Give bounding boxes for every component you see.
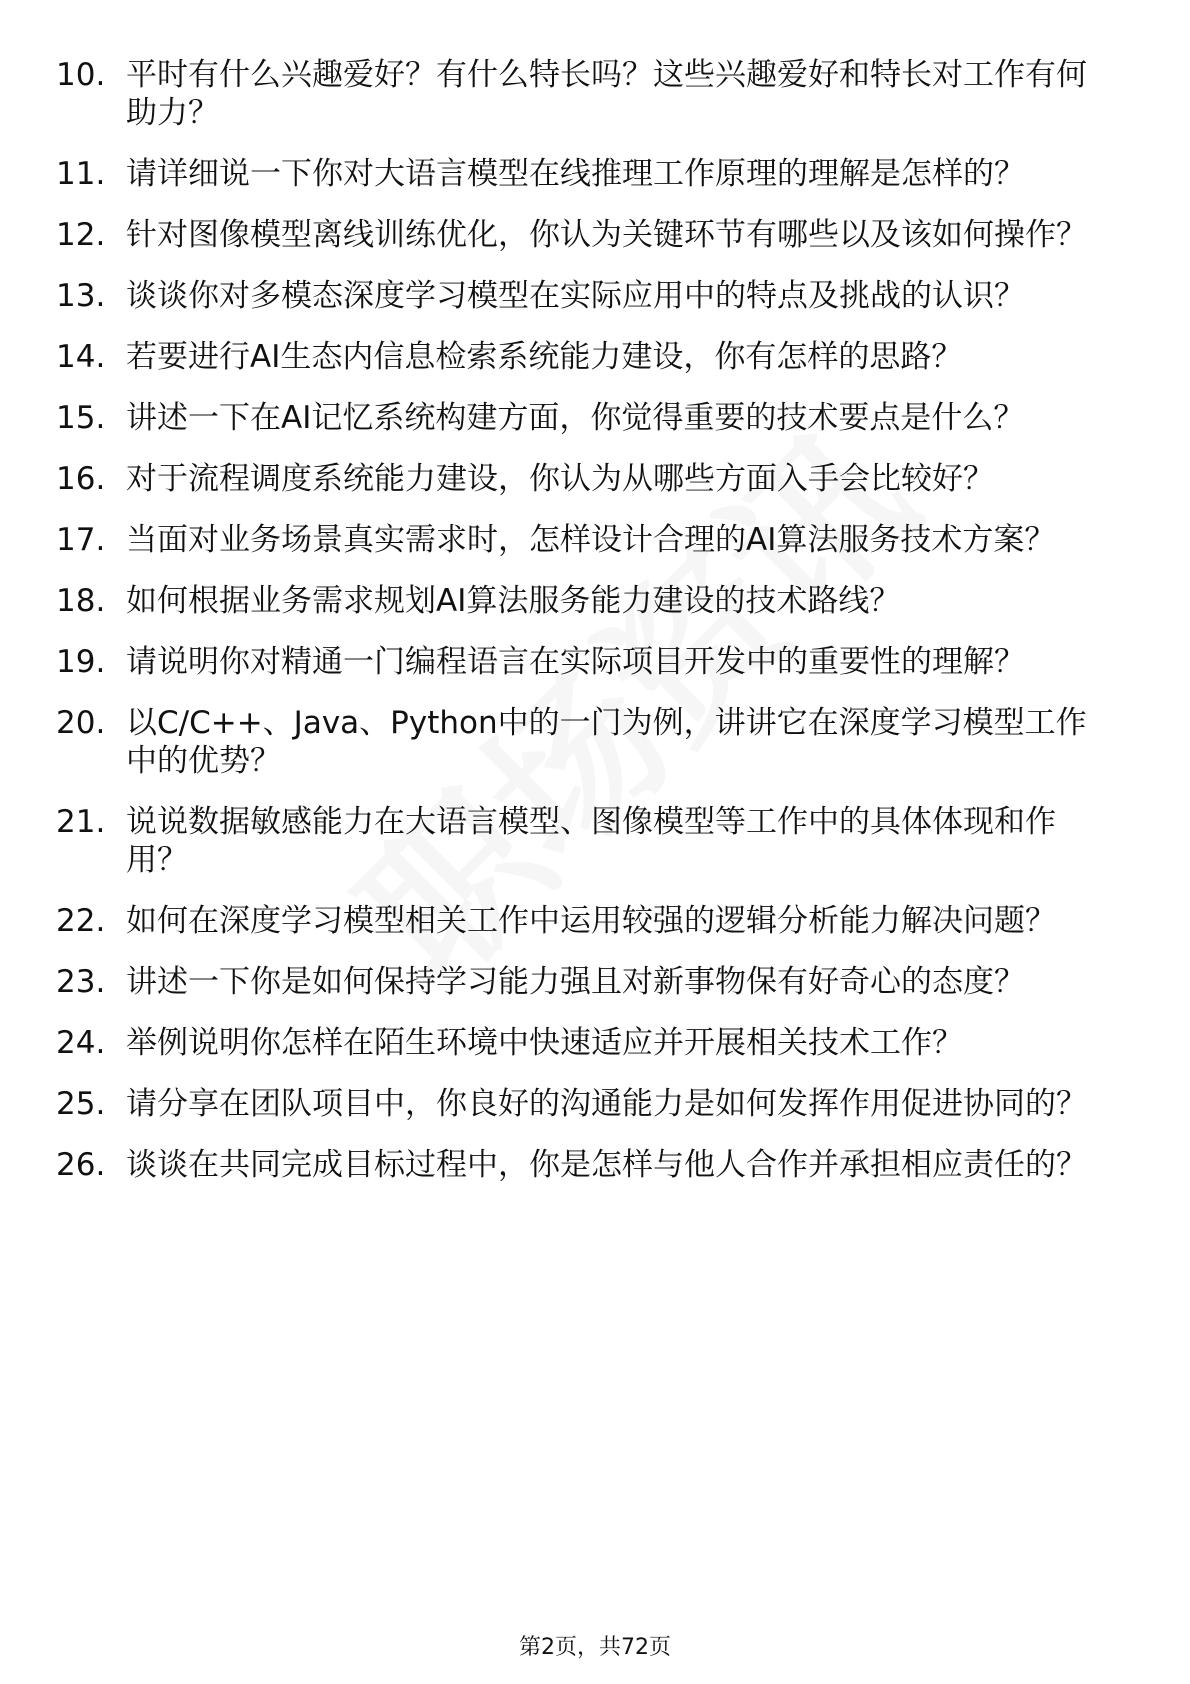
list-item	[56, 963, 1116, 1001]
question-text: 请分享在团队项目中，你良好的沟通能力是如何发挥作用促进协同的？	[126, 1086, 1087, 1122]
list-item	[56, 1024, 1116, 1062]
list-item	[56, 1146, 1116, 1184]
question-number: 16.	[56, 461, 106, 497]
list-item	[56, 399, 1116, 437]
question-text: 若要进行AI生态内信息检索系统能力建设，你有怎样的思路？	[126, 339, 963, 375]
list-item	[56, 704, 1116, 780]
list-item	[56, 338, 1116, 376]
question-text: 请详细说一下你对大语言模型在线推理工作原理的理解是怎样的？	[126, 156, 1025, 192]
question-number: 11.	[56, 156, 106, 192]
question-number: 18.	[56, 583, 106, 619]
question-text: 讲述一下你是如何保持学习能力强且对新事物保有好奇心的态度？	[126, 964, 1025, 1000]
question-number: 17.	[56, 522, 106, 558]
question-number: 13.	[56, 278, 106, 314]
question-number: 19.	[56, 644, 106, 680]
question-number: 26.	[56, 1147, 106, 1183]
list-item	[56, 56, 1116, 132]
page-footer: 第2页，共72页	[519, 1635, 671, 1660]
question-text: 请说明你对精通一门编程语言在实际项目开发中的重要性的理解？	[126, 644, 1025, 680]
question-number: 20.	[56, 705, 106, 741]
question-text: 如何根据业务需求规划AI算法服务能力建设的技术路线？	[126, 583, 901, 619]
question-text: 举例说明你怎样在陌生环境中快速适应并开展相关技术工作？	[126, 1025, 963, 1061]
list-item	[56, 521, 1116, 559]
question-text: 讲述一下在AI记忆系统构建方面，你觉得重要的技术要点是什么？	[126, 400, 1025, 436]
question-text: 谈谈在共同完成目标过程中，你是怎样与他人合作并承担相应责任的？	[126, 1147, 1087, 1183]
question-list	[56, 56, 1116, 1207]
question-number: 14.	[56, 339, 106, 375]
question-text: 说说数据敏感能力在大语言模型、图像模型等工作中的具体体现和作用？	[126, 804, 1056, 878]
list-item	[56, 460, 1116, 498]
list-item	[56, 277, 1116, 315]
list-item	[56, 643, 1116, 681]
question-text: 针对图像模型离线训练优化，你认为关键环节有哪些以及该如何操作？	[126, 217, 1087, 253]
question-number: 15.	[56, 400, 106, 436]
question-number: 10.	[56, 57, 106, 93]
question-number: 25.	[56, 1086, 106, 1122]
question-text: 对于流程调度系统能力建设，你认为从哪些方面入手会比较好？	[126, 461, 994, 497]
question-number: 24.	[56, 1025, 106, 1061]
list-item	[56, 902, 1116, 940]
question-number: 22.	[56, 903, 106, 939]
list-item	[56, 803, 1116, 879]
question-text: 平时有什么兴趣爱好？有什么特长吗？这些兴趣爱好和特长对工作有何助力？	[126, 57, 1087, 131]
list-item	[56, 155, 1116, 193]
question-text: 谈谈你对多模态深度学习模型在实际应用中的特点及挑战的认识？	[126, 278, 1025, 314]
question-number: 21.	[56, 804, 106, 840]
list-item	[56, 1085, 1116, 1123]
question-text: 当面对业务场景真实需求时，怎样设计合理的AI算法服务技术方案？	[126, 522, 1056, 558]
question-text: 以C/C++、Java、Python中的一门为例，讲讲它在深度学习模型工作中的优势？	[126, 705, 1087, 779]
list-item	[56, 582, 1116, 620]
question-number: 23.	[56, 964, 106, 1000]
question-number: 12.	[56, 217, 106, 253]
list-item	[56, 216, 1116, 254]
question-text: 如何在深度学习模型相关工作中运用较强的逻辑分析能力解决问题？	[126, 903, 1056, 939]
